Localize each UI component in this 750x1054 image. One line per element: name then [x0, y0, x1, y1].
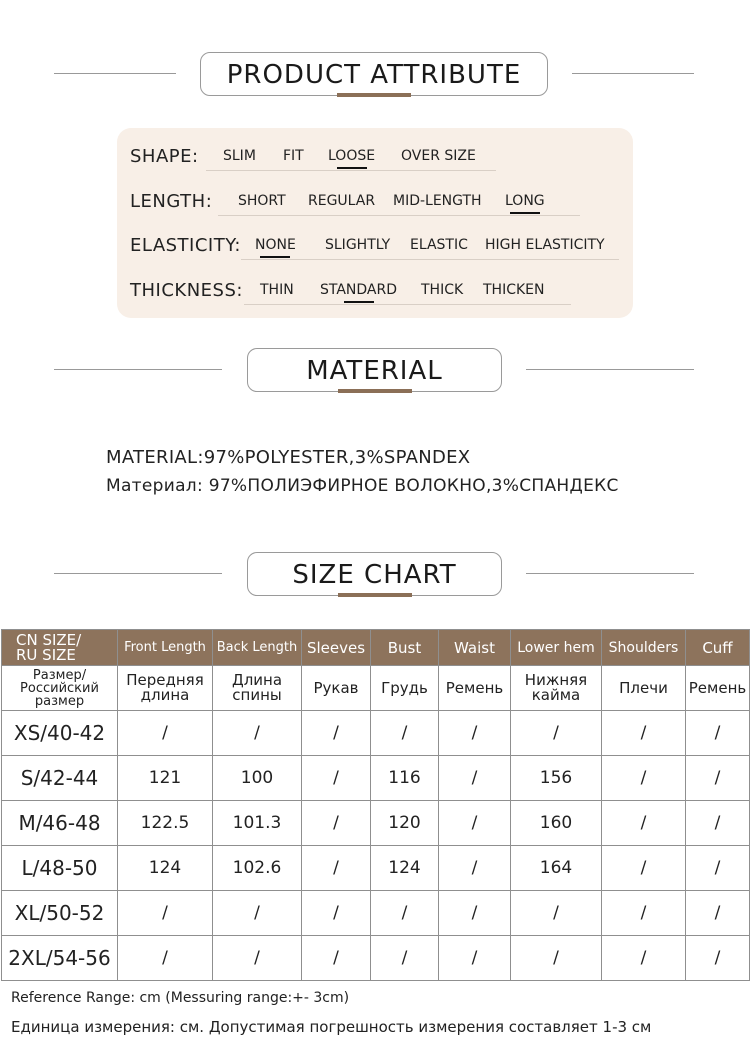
value-cell: /	[686, 936, 750, 981]
value-cell: /	[439, 756, 511, 801]
attribute-option: THICK	[421, 282, 464, 298]
header-cn-size: CN SIZE/ RU SIZE	[16, 630, 82, 664]
header-cell-ru: Рукав	[302, 666, 371, 711]
header-cell-ru	[213, 666, 302, 711]
table-row	[2, 801, 750, 846]
header-cell: Cuff	[686, 630, 750, 666]
value-cell: /	[511, 711, 602, 756]
attribute-option: REGULAR	[308, 193, 376, 209]
value-cell: /	[302, 801, 371, 846]
value-cell: /	[686, 846, 750, 891]
header-cell: Lower hem	[511, 630, 602, 666]
header-cell: Sleeves	[302, 630, 371, 666]
header-cell: Front Length	[118, 630, 213, 666]
attribute-label: ELASTICITY:	[130, 235, 241, 256]
attribute-label: SHAPE:	[130, 146, 199, 167]
value-cell: 116	[371, 756, 439, 801]
value-cell: /	[602, 891, 686, 936]
header-cell-ru	[2, 666, 118, 711]
value-cell: /	[686, 801, 750, 846]
attribute-option: ELASTIC	[410, 237, 468, 253]
value-cell: /	[118, 891, 213, 936]
value-cell: 156	[511, 756, 602, 801]
value-cell: 124	[118, 846, 213, 891]
table-row	[2, 711, 750, 756]
value-cell: /	[302, 936, 371, 981]
size-cell: L/48-50	[2, 846, 118, 891]
attribute-option: MID-LENGTH	[393, 193, 482, 209]
header-cell-ru: Плечи	[602, 666, 686, 711]
table-header-row-en	[2, 630, 750, 666]
value-cell: 122.5	[118, 801, 213, 846]
size-chart-header	[0, 552, 750, 600]
divider-left	[54, 369, 222, 370]
section-title: PRODUCT ATTRIBUTE	[226, 60, 522, 90]
attribute-underline	[244, 304, 571, 305]
reference-range-note-ru: Единица измерения: см. Допустимая погрешность измерения составляет 1-3 см	[11, 1018, 652, 1036]
value-cell: 164	[511, 846, 602, 891]
value-cell: /	[686, 891, 750, 936]
table-row	[2, 846, 750, 891]
attribute-row-elasticity	[117, 231, 633, 261]
material-text-ru: Материал: 97%ПОЛИЭФИРНОЕ ВОЛОКНО,3%СПАНДЕКС	[106, 476, 619, 496]
header-ru-label: Длина спины	[231, 671, 283, 704]
header-ru-label: Нижняя кайма	[524, 671, 588, 704]
value-cell: 160	[511, 801, 602, 846]
value-cell: /	[118, 711, 213, 756]
divider-right	[572, 73, 694, 74]
section-title: MATERIAL	[306, 356, 443, 386]
table-row	[2, 891, 750, 936]
value-cell: /	[213, 891, 302, 936]
attribute-row-length	[117, 187, 633, 217]
attribute-option: SLIGHTLY	[325, 237, 391, 253]
size-chart-table	[1, 629, 750, 981]
value-cell: /	[686, 756, 750, 801]
value-cell: /	[371, 891, 439, 936]
header-cell-ru: Ремень	[439, 666, 511, 711]
product-attribute-header	[0, 52, 750, 100]
value-cell: /	[118, 936, 213, 981]
title-accent-bar	[338, 593, 412, 597]
material-text-en: MATERIAL:97%POLYESTER,3%SPANDEX	[106, 447, 471, 468]
section-title-pill	[200, 52, 548, 96]
value-cell: 120	[371, 801, 439, 846]
value-cell: /	[213, 711, 302, 756]
size-cell: XL/50-52	[2, 891, 118, 936]
attribute-option: FIT	[283, 148, 304, 164]
attribute-option: SLIM	[223, 148, 256, 164]
value-cell: /	[371, 936, 439, 981]
header-cell-ru: Грудь	[371, 666, 439, 711]
attribute-row-shape	[117, 142, 633, 172]
attribute-option-selected: NONE	[255, 237, 296, 253]
value-cell: /	[213, 936, 302, 981]
attribute-label: THICKNESS:	[130, 280, 243, 301]
value-cell: /	[511, 936, 602, 981]
value-cell: /	[302, 756, 371, 801]
header-cell: Bust	[371, 630, 439, 666]
attribute-option-selected: STANDARD	[320, 282, 398, 298]
value-cell: /	[602, 711, 686, 756]
attribute-option: THIN	[260, 282, 294, 298]
table-header-row-ru	[2, 666, 750, 711]
value-cell: 100	[213, 756, 302, 801]
size-cell: S/42-44	[2, 756, 118, 801]
value-cell: /	[511, 891, 602, 936]
attribute-option: THICKEN	[483, 282, 545, 298]
value-cell: /	[602, 846, 686, 891]
value-cell: /	[602, 936, 686, 981]
attribute-label: LENGTH:	[130, 191, 213, 212]
value-cell: /	[302, 846, 371, 891]
header-cell-ru: Ремень	[686, 666, 750, 711]
attribute-row-thickness	[117, 276, 633, 306]
attribute-option-selected: LONG	[505, 193, 545, 209]
value-cell: 124	[371, 846, 439, 891]
value-cell: /	[371, 711, 439, 756]
header-cell	[2, 630, 118, 666]
value-cell: /	[439, 846, 511, 891]
reference-range-note: Reference Range: cm (Messuring range:+- 3cm)	[11, 990, 350, 1006]
value-cell: /	[602, 756, 686, 801]
attribute-option: SHORT	[238, 193, 286, 209]
header-ru-label: Передняя длина	[126, 671, 204, 704]
size-cell: M/46-48	[2, 801, 118, 846]
attribute-option: HIGH ELASTICITY	[485, 237, 605, 253]
divider-left	[54, 573, 222, 574]
section-title-pill	[247, 348, 502, 392]
value-cell: 102.6	[213, 846, 302, 891]
attribute-underline	[206, 170, 496, 171]
value-cell: /	[439, 711, 511, 756]
attribute-underline	[218, 215, 580, 216]
attribute-option: OVER SIZE	[401, 148, 476, 164]
section-title: SIZE CHART	[292, 560, 457, 590]
section-title-pill	[247, 552, 502, 596]
value-cell: /	[686, 711, 750, 756]
divider-left	[54, 73, 176, 74]
value-cell: /	[602, 801, 686, 846]
value-cell: 121	[118, 756, 213, 801]
size-cell: XS/40-42	[2, 711, 118, 756]
value-cell: 101.3	[213, 801, 302, 846]
header-cell-ru	[511, 666, 602, 711]
header-cell-ru	[118, 666, 213, 711]
divider-right	[526, 573, 694, 574]
header-cell: Waist	[439, 630, 511, 666]
title-accent-bar	[338, 389, 412, 393]
title-accent-bar	[337, 93, 411, 97]
table-row	[2, 936, 750, 981]
size-cell: 2XL/54-56	[2, 936, 118, 981]
value-cell: /	[302, 891, 371, 936]
attribute-option-selected: LOOSE	[328, 148, 376, 164]
table-row	[2, 756, 750, 801]
value-cell: /	[439, 936, 511, 981]
header-ru-size: Размер/ Российский размер	[20, 667, 99, 709]
value-cell: /	[439, 801, 511, 846]
header-cell: Shoulders	[602, 630, 686, 666]
attribute-underline	[241, 259, 619, 260]
attribute-panel	[117, 128, 633, 318]
value-cell: /	[439, 891, 511, 936]
value-cell: /	[302, 711, 371, 756]
material-header	[0, 348, 750, 396]
header-cell: Back Length	[213, 630, 302, 666]
divider-right	[526, 369, 694, 370]
